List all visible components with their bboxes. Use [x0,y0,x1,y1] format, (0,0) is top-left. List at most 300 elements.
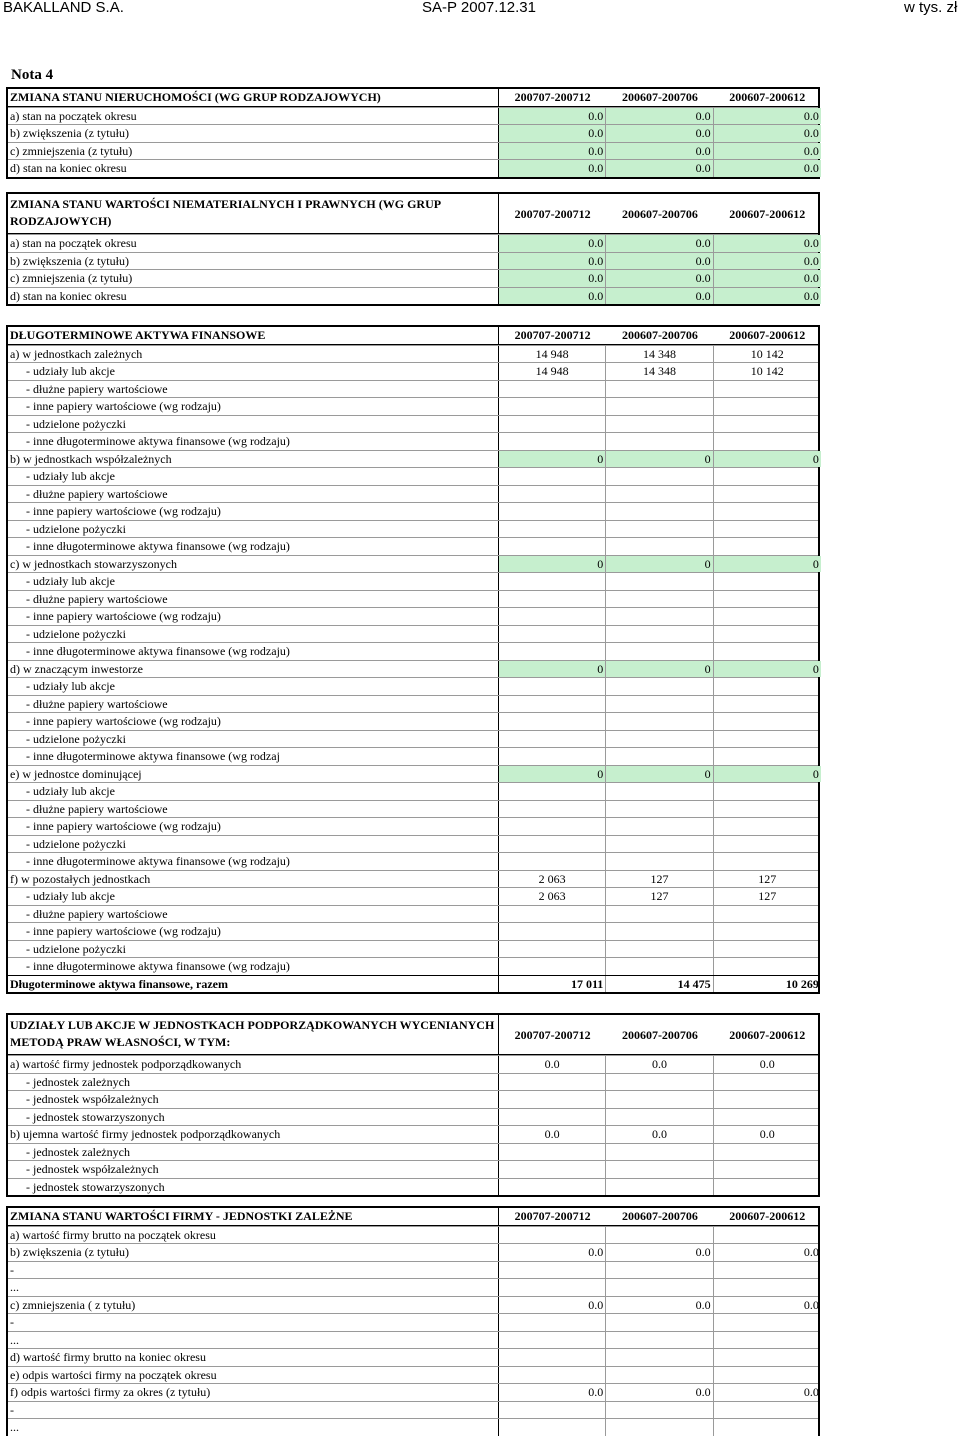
row-label: - udzielone pożyczki [8,731,499,748]
table-row [8,712,818,730]
value-cell [606,1314,713,1331]
table-row [8,1261,818,1279]
value-cell: 14 348 [606,346,713,363]
value-cell [499,1091,606,1108]
total-row [8,975,818,993]
value-cell [499,521,606,538]
value-cell [606,503,713,520]
period-header: 200607-200612 [729,1028,806,1042]
company-name: BAKALLAND S.A. [3,0,124,16]
row-label: f) odpis wartości firmy za okres (z tytułu) [8,1384,499,1401]
value-cell [714,433,821,450]
value-cell: 0 [714,556,821,573]
value-cell: 0 [606,556,713,573]
value-cell [606,1349,713,1366]
row-label: c) w jednostkach stowarzyszonych [8,556,499,573]
table-header-row [8,1208,818,1226]
value-cell: 0.0 [499,1297,606,1314]
value-cell [499,1279,606,1296]
value-cell [606,1367,713,1384]
row-label: d) wartość firmy brutto na koniec okresu [8,1349,499,1366]
table-row [8,1073,818,1091]
row-label: b) ujemna wartość firmy jednostek podporządkowanych [8,1126,499,1143]
row-label: - udzielone pożyczki [8,836,499,853]
value-cell [714,503,821,520]
value-cell [714,731,821,748]
value-cell [606,1262,713,1279]
value-cell [714,783,821,800]
table-row [8,1055,818,1073]
value-cell [606,713,713,730]
row-label: d) stan na koniec okresu [8,288,499,305]
value-cell [499,818,606,835]
table-row [8,940,818,958]
value-cell: 0 [499,766,606,783]
value-cell: 0.0 [759,1057,775,1071]
value-cell [714,818,821,835]
period-header: 200707-200712 [514,1209,591,1223]
row-label: c) zmniejszenia ( z tytułu) [8,1297,499,1314]
value-cell: 0.0 [606,235,713,252]
value-cell [499,381,606,398]
row-label: - jednostek zależnych [8,1074,499,1091]
table-row [8,1296,818,1314]
value-cell: 0.0 [606,1384,713,1401]
value-cell: 0.0 [606,1056,713,1073]
value-cell: 0 [499,556,606,573]
table-row [8,362,818,380]
table-row [8,1160,818,1178]
value-cell [499,678,606,695]
value-cell [606,398,713,415]
table-row [8,642,818,660]
table-row [8,1331,818,1349]
value-cell [606,521,713,538]
table-row [8,957,818,975]
value-cell [499,1367,606,1384]
table-row [8,782,818,800]
row-label: - dłużne papiery wartościowe [8,591,499,608]
period-header: 200607-200612 [729,1209,806,1223]
value-cell: 0 [499,451,606,468]
row-label: - inne papiery wartościowe (wg rodzaju) [8,713,499,730]
value-cell [606,853,713,870]
table-row [8,252,818,270]
row-label: f) w pozostałych jednostkach [8,871,499,888]
value-cell: 2 063 [499,888,606,905]
row-label: b) zwiększenia (z tytułu) [8,125,499,142]
value-cell [714,1179,821,1196]
value-cell: 0.0 [714,288,821,305]
period-header: 200607-200706 [621,1209,698,1223]
row-label: - inne papiery wartościowe (wg rodzaju) [8,818,499,835]
period-header: 200607-200706 [621,1028,698,1042]
value-cell: 0.0 [759,1127,775,1141]
row-label: - inne papiery wartościowe (wg rodzaju) [8,503,499,520]
table-row [8,287,818,305]
value-cell [714,608,821,625]
table-goodwill-changes [6,1206,820,1436]
period-header: 200707-200712 [514,207,591,221]
row-label: - jednostek stowarzyszonych [8,1109,499,1126]
value-cell [606,783,713,800]
value-cell: 0.0 [499,1126,606,1143]
value-cell: 0.0 [606,160,713,177]
value-cell [499,1262,606,1279]
value-cell: 0.0 [714,160,821,177]
table-header-row [8,327,818,345]
value-cell [606,468,713,485]
value-cell [714,1227,821,1244]
value-cell [606,818,713,835]
value-cell: 0 [714,451,821,468]
row-label: - jednostek zależnych [8,1144,499,1161]
row-label: - dłużne papiery wartościowe [8,486,499,503]
value-cell: 0.0 [499,270,606,287]
table-row [8,1108,818,1126]
period-header: 200707-200712 [514,90,591,104]
value-cell [714,1314,821,1331]
value-cell [714,573,821,590]
value-cell: 0.0 [803,1245,819,1259]
value-cell [714,1367,821,1384]
value-cell: 127 [758,889,777,903]
table-real-estate-changes [6,87,820,179]
value-cell [606,923,713,940]
value-cell [714,853,821,870]
row-label: - jednostek współzależnych [8,1161,499,1178]
row-label: b) w jednostkach współzależnych [8,451,499,468]
row-label: - udzielone pożyczki [8,941,499,958]
value-cell [714,906,821,923]
row-label: a) stan na początek okresu [8,235,499,252]
value-cell: 0.0 [499,125,606,142]
table-row [8,817,818,835]
value-cell [606,486,713,503]
period-header: 200607-200706 [621,207,698,221]
value-cell [714,836,821,853]
section-title: UDZIAŁY LUB AKCJE W JEDNOSTKACH PODPORZĄDKOWANYCH WYCENIANYCH METODĄ PRAW WŁASNOŚCI, W TYM: [8,1015,499,1054]
value-cell [606,591,713,608]
value-cell [499,801,606,818]
row-label: - udziały lub akcje [8,783,499,800]
table-row [8,607,818,625]
value-cell: 0.0 [803,1297,819,1312]
value-cell [606,1279,713,1296]
value-cell: 0.0 [714,253,821,270]
value-cell [606,626,713,643]
value-cell [499,713,606,730]
value-cell [714,1279,821,1296]
row-label: e) w jednostce dominującej [8,766,499,783]
row-label: - inne długoterminowe aktywa finansowe (wg rodzaju) [8,958,499,975]
table-row [8,1125,818,1143]
value-cell: 0.0 [499,160,606,177]
table-row [8,537,818,555]
value-cell: 0 [606,661,713,678]
value-cell [499,486,606,503]
table-row [8,747,818,765]
value-cell: 0.0 [606,253,713,270]
row-label: e) odpis wartości firmy na początek okresu [8,1367,499,1384]
table-row [8,922,818,940]
period-header: 200607-200706 [621,328,698,342]
value-cell [499,626,606,643]
table-row [8,1226,818,1244]
value-cell: 127 [606,888,713,905]
row-label: - dłużne papiery wartościowe [8,696,499,713]
value-cell [606,748,713,765]
table-row [8,1278,818,1296]
table-row [8,159,818,177]
table-header-row [8,1015,818,1055]
value-cell: 2 063 [499,871,606,888]
row-label: ... [8,1279,499,1296]
row-label: - udziały lub akcje [8,888,499,905]
row-label: ... [8,1332,499,1349]
value-cell [714,1419,821,1436]
value-cell: 0.0 [714,143,821,160]
value-cell [499,1419,606,1436]
report-period: SA-P 2007.12.31 [422,0,536,16]
table-header-row [8,194,818,234]
row-label: - jednostek stowarzyszonych [8,1179,499,1196]
table-row [8,1366,818,1384]
value-cell [606,573,713,590]
table-row [8,1401,818,1419]
value-cell [606,1144,713,1161]
total-value: 14 475 [606,976,713,993]
value-cell: 0.0 [606,108,713,125]
value-cell [606,1091,713,1108]
table-equity-method-shares [6,1013,820,1197]
value-cell [714,941,821,958]
row-label: - inne papiery wartościowe (wg rodzaju) [8,923,499,940]
table-intangible-assets-changes [6,192,820,306]
value-cell [499,1227,606,1244]
value-cell: 0.0 [606,1297,713,1314]
row-label: - dłużne papiery wartościowe [8,906,499,923]
section-title: DŁUGOTERMINOWE AKTYWA FINANSOWE [8,327,499,344]
value-cell [714,416,821,433]
row-label: - inne długoterminowe aktywa finansowe (wg rodzaj [8,748,499,765]
value-cell [499,748,606,765]
value-cell: 14 348 [606,363,713,380]
table-row [8,502,818,520]
table-row [8,142,818,160]
value-cell: 0.0 [714,108,821,125]
value-cell [499,398,606,415]
value-cell [714,1161,821,1178]
value-cell [606,643,713,660]
table-row [8,397,818,415]
value-cell [499,503,606,520]
value-cell [499,468,606,485]
total-value: 17 011 [499,976,606,993]
value-cell: 127 [758,871,777,886]
row-label: - jednostek współzależnych [8,1091,499,1108]
row-label: b) zwiększenia (z tytułu) [8,253,499,270]
value-cell: 0 [499,661,606,678]
table-row [8,835,818,853]
value-cell: 0.0 [606,1244,713,1261]
value-cell [499,416,606,433]
row-label: - inne długoterminowe aktywa finansowe (wg rodzaju) [8,538,499,555]
period-header: 200707-200712 [514,1028,591,1042]
section-title: ZMIANA STANU WARTOŚCI NIEMATERIALNYCH I PRAWNYCH (WG GRUP RODZAJOWYCH) [8,194,499,233]
value-cell [499,643,606,660]
table-row [8,1313,818,1331]
table-row [8,1090,818,1108]
value-cell: 0 [606,766,713,783]
value-cell [499,958,606,975]
table-header-row [8,89,818,107]
value-cell: 0 [714,661,821,678]
table-row [8,1243,818,1261]
value-cell: 0.0 [499,1056,606,1073]
table-row [8,730,818,748]
value-cell [606,958,713,975]
value-cell [499,573,606,590]
period-header: 200607-200612 [729,90,806,104]
table-row [8,887,818,905]
value-cell [499,608,606,625]
table-row [8,450,818,468]
table-row [8,234,818,252]
value-cell [606,1332,713,1349]
row-label: - dłużne papiery wartościowe [8,381,499,398]
value-cell [606,678,713,695]
table-row [8,625,818,643]
value-cell: 127 [606,871,713,888]
value-cell [499,1179,606,1196]
row-label: - dłużne papiery wartościowe [8,801,499,818]
value-cell [606,1161,713,1178]
value-cell: 14 948 [499,363,606,380]
value-cell [606,1402,713,1419]
value-cell [714,801,821,818]
value-cell [606,1074,713,1091]
value-cell [714,748,821,765]
row-label: - udzielone pożyczki [8,626,499,643]
value-cell [499,538,606,555]
row-label: - inne długoterminowe aktywa finansowe (wg rodzaju) [8,433,499,450]
currency-unit: w tys. zł [904,0,958,16]
value-cell [714,1262,821,1279]
row-label: - inne papiery wartościowe (wg rodzaju) [8,608,499,625]
table-row [8,870,818,888]
total-value: 10 269 [785,976,819,991]
value-cell: 0.0 [606,143,713,160]
value-cell: 0.0 [499,1244,606,1261]
section-title: ZMIANA STANU NIERUCHOMOŚCI (WG GRUP RODZAJOWYCH) [8,89,499,106]
value-cell [499,1349,606,1366]
value-cell [499,1314,606,1331]
value-cell [714,1091,821,1108]
value-cell [714,1402,821,1419]
row-label: - udziały lub akcje [8,573,499,590]
value-cell [714,521,821,538]
value-cell [606,1179,713,1196]
row-label: - inne długoterminowe aktywa finansowe (wg rodzaju) [8,853,499,870]
table-row [8,852,818,870]
row-label: a) wartość firmy brutto na początek okresu [8,1227,499,1244]
table-row [8,572,818,590]
row-label: - [8,1402,499,1419]
value-cell [499,696,606,713]
value-cell [499,783,606,800]
table-row [8,555,818,573]
value-cell [714,626,821,643]
value-cell [499,906,606,923]
value-cell: 0.0 [714,125,821,142]
table-row [8,695,818,713]
value-cell [714,591,821,608]
value-cell: 0.0 [606,125,713,142]
value-cell [499,836,606,853]
note-title: Nota 4 [11,67,54,83]
value-cell: 0.0 [606,288,713,305]
value-cell: 14 948 [499,346,606,363]
value-cell [606,608,713,625]
value-cell: 0 [606,451,713,468]
value-cell [606,1109,713,1126]
value-cell [714,468,821,485]
row-label: - udzielone pożyczki [8,416,499,433]
value-cell: 0.0 [606,270,713,287]
value-cell [714,643,821,660]
value-cell [499,591,606,608]
row-label: - [8,1262,499,1279]
value-cell [606,1227,713,1244]
value-cell [714,923,821,940]
section-title: ZMIANA STANU WARTOŚCI FIRMY - JEDNOSTKI ZALEŻNE [8,1208,499,1225]
period-header: 200707-200712 [514,328,591,342]
value-cell [499,1402,606,1419]
period-header: 200607-200706 [621,90,698,104]
value-cell [606,538,713,555]
row-label: d) stan na koniec okresu [8,160,499,177]
table-row [8,1418,818,1436]
table-row [8,677,818,695]
value-cell [606,433,713,450]
value-cell [606,696,713,713]
value-cell [606,731,713,748]
table-row [8,520,818,538]
row-label: - [8,1314,499,1331]
value-cell [714,958,821,975]
row-label: - udziały lub akcje [8,363,499,380]
total-label: Długoterminowe aktywa finansowe, razem [8,976,499,993]
value-cell [606,381,713,398]
row-label: - inne papiery wartościowe (wg rodzaju) [8,398,499,415]
table-row [8,660,818,678]
value-cell [606,416,713,433]
table-row [8,1348,818,1366]
row-label: - inne długoterminowe aktywa finansowe (wg rodzaju) [8,643,499,660]
row-label: - udziały lub akcje [8,468,499,485]
row-label: a) stan na początek okresu [8,108,499,125]
table-row [8,415,818,433]
table-row [8,905,818,923]
value-cell: 0.0 [606,1126,713,1143]
value-cell: 0.0 [499,1384,606,1401]
value-cell [499,1144,606,1161]
value-cell [714,1109,821,1126]
value-cell [714,713,821,730]
table-row [8,765,818,783]
value-cell [714,381,821,398]
